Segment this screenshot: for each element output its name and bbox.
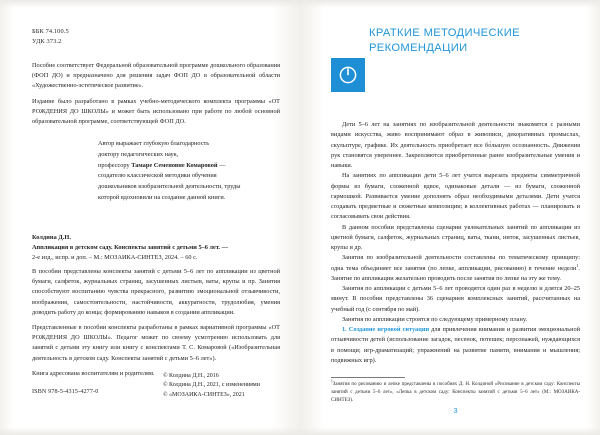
cip-imprint: 2-е изд., испр. и доп. – М.: МОЗАИКА-СИНТЕЗ, 2024. – 60 с.	[32, 254, 198, 262]
dedication-line: доктору педагогических наук,	[98, 150, 179, 158]
plan-item-label: 1. Создание игровой ситуации	[342, 326, 430, 333]
footnote-number: 1	[331, 379, 333, 384]
body-paragraph: Занятия по аппликации с детьми 5–6 лет проводятся один раз в неделю и длятся 20–25 минут. В пособии представлены 36 сценариев комплексных занятий, рассчитанных на учебный год (с сентября по май).	[331, 285, 580, 313]
abstract-paragraph: Представленные в пособии конспекты разработаны в рамках вариативной программы «ОТ РОЖДЕНИЯ ДО ШКОЛЫ». Педагог может по своему усмотрению использовать для занятий с детьми эту книгу или книгу с конспектами Т. С. Комаровой («Изобразительная деятельность в детском саду. Конспекты занятий с детьми 5–6 лет»).	[32, 323, 280, 362]
dedication-line: Автор выражает глубокую благодарность	[98, 140, 210, 147]
dedication-line-professor	[98, 161, 282, 172]
body-paragraph: Занятия по аппликации строятся по следующему примерному плану.	[342, 315, 527, 323]
copyright-line: © Колдина Д.Н., 2016	[163, 373, 219, 379]
dedication-honoree-name: Тамаре Семеновне Комаровой	[131, 161, 218, 169]
dedication-line: создателю классической методики обучения	[98, 172, 217, 180]
isbn-number: ISBN 978-5-4315-4277-0	[32, 389, 99, 395]
power-circle-icon	[331, 58, 365, 92]
abstract-paragraph: Книга адресована воспитателям и родителям.	[32, 369, 155, 377]
chapter-heading: КРАТКИЕ МЕТОДИЧЕСКИЕ РЕКОМЕНДАЦИИ	[369, 27, 520, 54]
cip-record	[32, 233, 280, 263]
annotation-paragraph: Пособие соответствует Федеральной образовательной программе дошкольного образования (ФОП ДО) и предназначено для решения задач ФОП ДО в образовательной области «Художественно-эстетическое развитие».	[32, 62, 280, 90]
dedication-line: дошкольников изобразительной деятельности, труды	[98, 183, 241, 191]
dedication-block	[98, 139, 282, 204]
plan-item-1	[331, 325, 580, 366]
page-edge-top	[0, 0, 600, 8]
dedication-prefix: профессору	[98, 161, 132, 169]
body-paragraph: Дети 5–6 лет на занятиях по изобразительной деятельности знакомятся с разными видами искусства, живо воспринимают образ в живописи, декоративных промыслах, скульптуре, графике. Их деятельность приобретает все бо́льшую осознанность. Движения рук становятся увереннее. Закрепляются приобретенные ранее изобразительные умения и навыки.	[331, 121, 580, 169]
page-number: 3	[453, 406, 458, 415]
chapter-body	[331, 120, 580, 366]
copyright-line: © Колдина Д.Н., 2021, с изменениями	[163, 382, 260, 389]
cip-title: Аппликация в детском саду. Конспекты занятий с детьми 5–6 лет. —	[32, 244, 228, 252]
program-annotation	[32, 61, 280, 127]
dedication-line: которой вдохновили на создание данной книги.	[98, 194, 226, 202]
annotation-paragraph: Издание было разработано в рамках учебно-методического комплекта программы «ОТ РОЖДЕНИЯ ДО ШКОЛЫ» и может быть использовано при работе по любой основной образовательной программе, соответствующей ФОП ДО.	[32, 97, 280, 125]
udk-code: УДК 373.2	[32, 37, 62, 45]
bbk-code: ББК 74.100.5	[32, 28, 69, 35]
plan-item-description: для привлечения внимания и развития эмоциональной отзывчивости детей (использование загадок, песенок, потешек; персонажей, нуждающихся в помощи; игр-драматизаций; упражнений на развитие памяти, внимания и мышления; подвижных игр).	[331, 326, 581, 364]
footnote-separator	[331, 377, 405, 378]
copyright-block	[163, 372, 260, 400]
footnote-marker: 1	[576, 262, 579, 268]
footnote-text	[331, 381, 580, 404]
footnote-sentence-before: Занятия по изобразительной деятельности составлены по тематическому принципу: одна тема объединяет все занятия (по лепке, аппликации, рисованию) в течение недели	[331, 254, 580, 272]
dedication-suffix: —	[217, 161, 226, 169]
classification-marks	[32, 27, 69, 46]
cip-author: Колдина Д.Н.	[32, 234, 71, 241]
footnote-sentence-after: . Занятие по аппликации желательно проводить после занятия по лепке на эту же тему.	[331, 264, 580, 282]
page-edge-bottom	[0, 427, 600, 435]
copyright-line: © «МОЗАИКА-СИНТЕЗ», 2021	[163, 391, 245, 398]
body-paragraph-with-footnote	[331, 253, 580, 284]
cip-abstract	[32, 267, 280, 379]
footnote-body: Занятия по рисованию и лепке представлены в пособиях Д. Н. Колдиной «Рисование в детском саду: Конспекты занятий с детьми 5–6 лет», «Лепка в детском саду: Конспекты занятий с детьми 5–6 лет» (М.: МОЗАИКА-СИНТЕЗ).	[331, 382, 580, 403]
body-paragraph: На занятиях по аппликации дети 5–6 лет учатся вырезать предметы симметричной формы из бумаги, сложенной вдвое, одинаковые детали — из бумаги, сложенной гармошкой. Развивается умение дополнять образ необходимыми деталями. Дети учатся создавать предметные и сюжетные композиции; в коллективных работах — планировать и согласовывать свои действия.	[331, 172, 580, 221]
abstract-paragraph: В пособии представлены конспекты занятий с детьми 5–6 лет по аппликации из цветной бумаги, салфеток, журнальных страниц, засушенных листьев, ваты, крупы и пр. Занятия способствуют воспитанию чувства прекрасного, развитию эмоциональной отзывчивости, воображения, самостоятельности, настойчивости, аккуратности, трудолюбия, умения доводить работу до конца; формированию навыков в создании аппликации.	[32, 268, 280, 316]
body-paragraph: В данном пособии представлены сценарии увлекательных занятий по аппликации из цветной бумаги, салфеток, журнальных страниц, ваты, ткани, ниток, засушенных листьев, крупы и др.	[331, 223, 580, 251]
